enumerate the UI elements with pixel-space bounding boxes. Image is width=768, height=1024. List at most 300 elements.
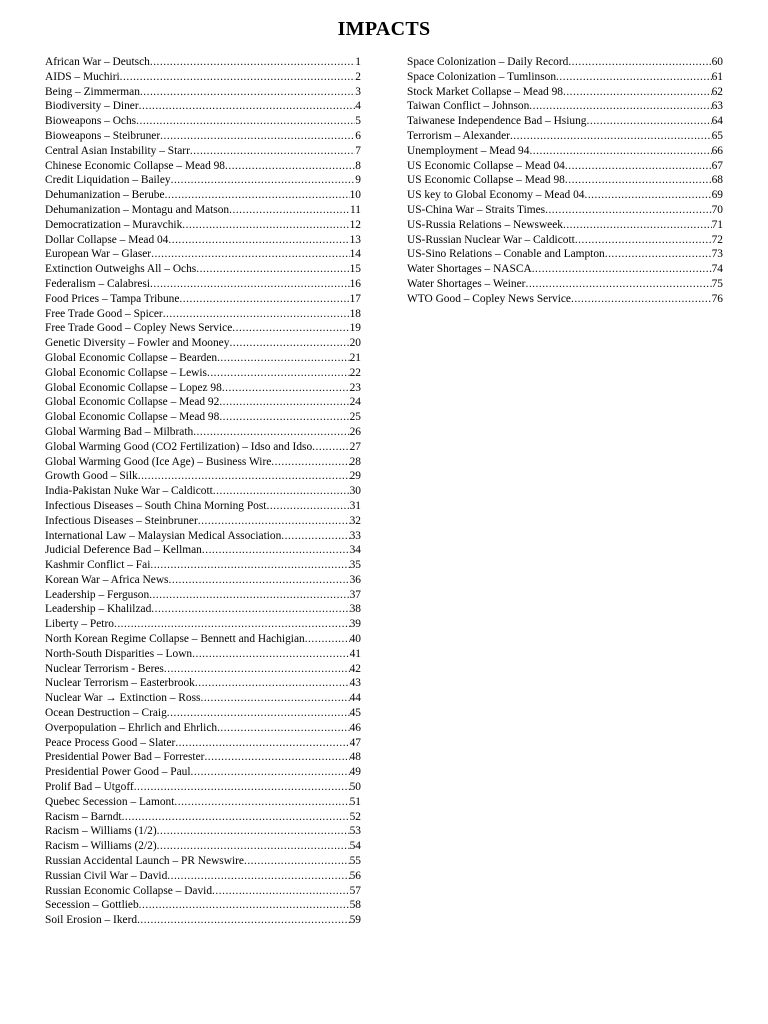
toc-dot-leader [179, 292, 349, 307]
toc-entry [407, 55, 723, 70]
toc-entry [45, 114, 361, 129]
toc-entry-page-number: 49 [349, 766, 361, 779]
toc-entry-label: European War – Glaser [45, 248, 152, 261]
toc-entry-page-number: 36 [349, 573, 361, 586]
toc-entry-label: Secession – Gottlieb [45, 899, 139, 912]
toc-entry-label: Russian Accidental Launch – PR Newswire [45, 855, 244, 868]
toc-entry-label: US-China War – Straits Times [407, 203, 546, 216]
toc-entry-page-number: 64 [711, 115, 723, 128]
toc-dot-leader [281, 529, 349, 544]
toc-entry [407, 129, 723, 144]
toc-dot-leader [198, 514, 350, 529]
toc-entry [45, 795, 361, 810]
toc-entry-page-number: 35 [349, 559, 361, 572]
toc-entry [45, 203, 361, 218]
toc-dot-leader [169, 573, 350, 588]
toc-dot-leader [168, 233, 349, 248]
toc-entry [45, 632, 361, 647]
toc-dot-leader [182, 218, 349, 233]
toc-entry [45, 588, 361, 603]
toc-dot-leader [163, 307, 350, 322]
toc-dot-leader [219, 410, 349, 425]
toc-dot-leader [217, 721, 350, 736]
toc-entry-label: Judicial Deference Bad – Kellman [45, 544, 202, 557]
toc-entry [45, 676, 361, 691]
toc-entry-page-number: 3 [355, 85, 361, 98]
toc-entry-label: Democratization – Muravchik [45, 218, 183, 231]
toc-entry [45, 824, 361, 839]
toc-entry-label: Russian Economic Collapse – David [45, 884, 213, 897]
toc-dot-leader [164, 662, 350, 677]
toc-entry-label: India-Pakistan Nuke War – Caldicott [45, 485, 213, 498]
toc-entry [45, 218, 361, 233]
toc-entry-label: International Law – Malaysian Medical Association [45, 529, 282, 542]
toc-entry-label: US-Russian Nuclear War – Caldicott [407, 233, 575, 246]
toc-entry-page-number: 51 [349, 795, 361, 808]
toc-dot-leader [225, 159, 355, 174]
toc-dot-leader [114, 617, 350, 632]
toc-entry-label: North Korean Regime Collapse – Bennett and Hachigian [45, 633, 305, 646]
toc-entry-label: Global Warming Good (CO2 Fertilization) – Idso and Idso [45, 440, 313, 453]
toc-entry [407, 188, 723, 203]
toc-right-column [407, 55, 723, 307]
toc-entry-page-number: 53 [349, 825, 361, 838]
toc-entry [45, 662, 361, 677]
toc-dot-leader [229, 336, 349, 351]
toc-dot-leader [193, 425, 349, 440]
toc-entry [45, 336, 361, 351]
toc-entry-label: US-Sino Relations – Conable and Lampton [407, 248, 605, 261]
toc-entry-label: Quebec Secession – Lamont [45, 795, 175, 808]
toc-entry [45, 573, 361, 588]
toc-dot-leader [219, 395, 349, 410]
toc-entry-label: Racism – Barndt [45, 810, 122, 823]
toc-entry [407, 262, 723, 277]
toc-entry [45, 469, 361, 484]
toc-entry-label: Nuclear Terrorism - Beres [45, 662, 164, 675]
toc-entry-page-number: 17 [349, 292, 361, 305]
toc-entry-page-number: 22 [349, 366, 361, 379]
toc-entry-label: Being – Zimmerman [45, 85, 140, 98]
toc-entry [45, 736, 361, 751]
toc-dot-leader [244, 854, 350, 869]
toc-entry [407, 70, 723, 85]
toc-entry-page-number: 40 [349, 633, 361, 646]
toc-dot-leader [222, 381, 350, 396]
toc-entry-page-number: 6 [355, 129, 361, 142]
toc-entry-page-number: 65 [711, 129, 723, 142]
toc-entry [407, 85, 723, 100]
toc-entry-page-number: 10 [349, 189, 361, 202]
toc-entry-page-number: 76 [711, 292, 723, 305]
toc-dot-leader [120, 70, 356, 85]
toc-entry [45, 307, 361, 322]
toc-entry [45, 484, 361, 499]
toc-dot-leader [160, 129, 355, 144]
toc-dot-leader [157, 839, 350, 854]
toc-entry-label: Space Colonization – Daily Record [407, 56, 569, 68]
toc-entry [45, 292, 361, 307]
toc-entry [45, 854, 361, 869]
toc-entry-label: Racism – Williams (1/2) [45, 825, 157, 838]
toc-entry-page-number: 5 [355, 115, 361, 128]
toc-entry-label: Presidential Power Bad – Forrester [45, 751, 205, 764]
toc-entry-label: Biodiversity – Diner [45, 100, 139, 113]
toc-dot-leader [565, 173, 712, 188]
toc-dot-leader [563, 218, 712, 233]
toc-entry-label: Free Trade Good – Spicer [45, 307, 163, 320]
toc-dot-leader [174, 795, 349, 810]
toc-dot-leader [139, 99, 356, 114]
toc-entry-label: Genetic Diversity – Fowler and Mooney [45, 337, 230, 350]
toc-entry [407, 173, 723, 188]
toc-entry-page-number: 21 [349, 351, 361, 364]
toc-entry-page-number: 8 [355, 159, 361, 172]
toc-entry [45, 558, 361, 573]
toc-entry-page-number: 7 [355, 144, 361, 157]
toc-entry-label: Racism – Williams (2/2) [45, 840, 157, 853]
toc-entry-label: Dehumanization – Montagu and Matson [45, 203, 230, 216]
toc-entry-page-number: 61 [711, 70, 723, 83]
toc-entry-label: US key to Global Economy – Mead 04 [407, 189, 585, 202]
toc-entry-page-number: 56 [349, 869, 361, 882]
toc-entry [45, 70, 361, 85]
toc-dot-leader [605, 247, 712, 262]
toc-entry-label: Kashmir Conflict – Fai [45, 559, 151, 572]
toc-entry [45, 706, 361, 721]
toc-dot-leader [568, 55, 711, 70]
toc-entry [45, 721, 361, 736]
toc-entry-label: Federalism – Calabresi [45, 277, 151, 290]
toc-entry-label: Central Asian Instability – Starr [45, 144, 190, 157]
toc-entry-page-number: 33 [349, 529, 361, 542]
toc-dot-leader [213, 484, 350, 499]
toc-dot-leader [151, 602, 349, 617]
toc-entry [45, 173, 361, 188]
toc-entry-label: Leadership – Khalilzad [45, 603, 152, 616]
toc-dot-leader [191, 765, 350, 780]
toc-entry [45, 144, 361, 159]
toc-dot-leader [271, 455, 349, 470]
toc-entry-label: Bioweapons – Steibruner [45, 129, 161, 142]
toc-dot-leader [190, 144, 355, 159]
toc-entry [45, 366, 361, 381]
page-title: IMPACTS [337, 18, 431, 40]
toc-dot-leader [136, 114, 355, 129]
toc-entry-page-number: 39 [349, 618, 361, 631]
toc-entry-label: Bioweapons – Ochs [45, 115, 137, 128]
toc-entry-page-number: 70 [711, 203, 723, 216]
toc-entry-page-number: 57 [349, 884, 361, 897]
toc-entry-page-number: 46 [349, 721, 361, 734]
toc-entry-label: Chinese Economic Collapse – Mead 98 [45, 159, 225, 172]
toc-dot-leader [165, 188, 350, 203]
toc-left-column [45, 55, 361, 928]
toc-entry-label: Food Prices – Tampa Tribune [45, 292, 180, 305]
toc-entry-page-number: 74 [711, 263, 723, 276]
toc-entry-page-number: 54 [349, 840, 361, 853]
toc-entry [45, 602, 361, 617]
toc-dot-leader [150, 558, 349, 573]
toc-entry-label: North-South Disparities – Lown [45, 647, 193, 660]
toc-entry-label: US Economic Collapse – Mead 98 [407, 174, 565, 187]
toc-dot-leader [157, 824, 350, 839]
toc-entry [407, 114, 723, 129]
toc-entry-label: Presidential Power Good – Paul [45, 766, 191, 779]
toc-dot-leader [151, 247, 350, 262]
toc-entry [45, 529, 361, 544]
toc-entry-label: Global Warming Bad – Milbrath [45, 425, 194, 438]
toc-entry [45, 351, 361, 366]
toc-dot-leader [207, 366, 350, 381]
toc-entry-label: Soil Erosion – Ikerd [45, 914, 138, 927]
toc-entry-label: Credit Liquidation – Bailey [45, 174, 171, 187]
toc-entry-label: African War – Deutsch [45, 56, 150, 68]
toc-dot-leader [149, 588, 349, 603]
toc-entry-label: AIDS – Muchiri [45, 70, 120, 83]
toc-dot-leader [529, 144, 711, 159]
toc-entry-page-number: 19 [349, 322, 361, 335]
toc-entry [45, 55, 361, 70]
toc-dot-leader [584, 188, 711, 203]
toc-dot-leader [565, 159, 712, 174]
toc-entry-label: Dollar Collapse – Mead 04 [45, 233, 169, 246]
toc-entry-page-number: 13 [349, 233, 361, 246]
toc-entry-label: Taiwan Conflict – Johnson [407, 100, 530, 113]
toc-dot-leader [134, 780, 350, 795]
toc-dot-leader [587, 114, 712, 129]
toc-entry-page-number: 52 [349, 810, 361, 823]
toc-entry [45, 395, 361, 410]
toc-entry [45, 647, 361, 662]
toc-entry [407, 159, 723, 174]
toc-entry [45, 188, 361, 203]
toc-entry-page-number: 23 [349, 381, 361, 394]
toc-entry [45, 543, 361, 558]
toc-entry-label: Nuclear Terrorism – Easterbrook [45, 677, 195, 690]
toc-entry-page-number: 14 [349, 248, 361, 261]
toc-dot-leader [138, 469, 350, 484]
toc-entry-label: Stock Market Collapse – Mead 98 [407, 85, 563, 98]
toc-entry-label: Water Shortages – NASCA [407, 263, 532, 276]
toc-entry-page-number: 45 [349, 707, 361, 720]
toc-entry-label: Nuclear War → Extinction – Ross [45, 692, 201, 705]
toc-entry-page-number: 27 [349, 440, 361, 453]
toc-entry-label: Space Colonization – Tumlinson [407, 70, 557, 83]
toc-entry-label: Global Economic Collapse – Mead 98 [45, 411, 220, 424]
toc-entry [45, 440, 361, 455]
toc-entry-page-number: 20 [349, 337, 361, 350]
toc-entry [407, 247, 723, 262]
toc-dot-leader [563, 85, 712, 100]
toc-entry [407, 218, 723, 233]
toc-dot-leader [571, 292, 712, 307]
toc-entry-page-number: 68 [711, 174, 723, 187]
toc-entry-page-number: 55 [349, 855, 361, 868]
toc-entry-page-number: 66 [711, 144, 723, 157]
toc-entry-page-number: 67 [711, 159, 723, 172]
toc-entry [45, 85, 361, 100]
toc-entry [45, 810, 361, 825]
toc-entry-page-number: 44 [349, 692, 361, 705]
toc-entry [45, 159, 361, 174]
toc-entry-page-number: 18 [349, 307, 361, 320]
toc-entry [407, 99, 723, 114]
toc-entry [45, 514, 361, 529]
toc-entry-label: WTO Good – Copley News Service [407, 292, 571, 305]
toc-dot-leader [200, 691, 349, 706]
toc-entry [45, 750, 361, 765]
toc-entry-page-number: 50 [349, 781, 361, 794]
toc-dot-leader [545, 203, 712, 218]
toc-dot-leader [217, 351, 350, 366]
toc-dot-leader [139, 898, 350, 913]
toc-dot-leader [312, 440, 349, 455]
toc-dot-leader [122, 810, 350, 825]
toc-entry-label: Prolif Bad – Utgoff [45, 781, 134, 794]
toc-entry [45, 381, 361, 396]
toc-dot-leader [266, 499, 349, 514]
toc-dot-leader [575, 233, 712, 248]
toc-entry-page-number: 48 [349, 751, 361, 764]
toc-entry-label: Ocean Destruction – Craig [45, 707, 167, 720]
toc-entry-label: Overpopulation – Ehrlich and Ehrlich [45, 721, 218, 734]
toc-dot-leader [525, 277, 711, 292]
toc-entry-page-number: 69 [711, 189, 723, 202]
toc-entry [45, 321, 361, 336]
toc-dot-leader [204, 750, 349, 765]
toc-entry [45, 617, 361, 632]
toc-dot-leader [532, 262, 712, 277]
toc-entry-label: Unemployment – Mead 94 [407, 144, 530, 157]
toc-dot-leader [556, 70, 712, 85]
toc-dot-leader [192, 647, 349, 662]
toc-entry-label: Taiwanese Independence Bad – Hsiung [407, 115, 587, 128]
toc-entry-page-number: 11 [350, 203, 361, 216]
toc-entry [407, 233, 723, 248]
toc-entry [45, 913, 361, 928]
toc-dot-leader [202, 543, 350, 558]
toc-dot-leader [229, 203, 350, 218]
toc-dot-leader [140, 85, 355, 100]
toc-entry [45, 425, 361, 440]
toc-entry [45, 277, 361, 292]
toc-dot-leader [137, 913, 350, 928]
toc-entry [45, 499, 361, 514]
toc-entry-page-number: 9 [355, 174, 361, 187]
toc-entry-page-number: 29 [349, 470, 361, 483]
toc-entry-label: US-Russia Relations – Newsweek [407, 218, 563, 231]
toc-entry-label: Extinction Outweighs All – Ochs [45, 263, 197, 276]
toc-entry-page-number: 58 [349, 899, 361, 912]
toc-entry-label: Infectious Diseases – South China Morning Post [45, 499, 267, 512]
toc-entry [407, 277, 723, 292]
toc-entry [45, 455, 361, 470]
toc-entry-label: Free Trade Good – Copley News Service [45, 322, 233, 335]
toc-entry-page-number: 15 [349, 263, 361, 276]
toc-entry [45, 99, 361, 114]
toc-dot-leader [150, 277, 350, 292]
toc-entry [407, 144, 723, 159]
toc-entry [45, 884, 361, 899]
toc-entry-label: Korean War – Africa News [45, 573, 169, 586]
toc-dot-leader [171, 173, 356, 188]
toc-entry-page-number: 1 [355, 56, 361, 68]
toc-entry-label: Leadership – Ferguson [45, 588, 150, 601]
toc-entry [45, 780, 361, 795]
toc-entry [45, 410, 361, 425]
toc-dot-leader [232, 321, 349, 336]
toc-entry-label: Dehumanization – Berube [45, 189, 165, 202]
toc-entry [407, 292, 723, 307]
toc-entry [45, 233, 361, 248]
toc-entry-page-number: 63 [711, 100, 723, 113]
toc-entry-label: Peace Process Good – Slater [45, 736, 176, 749]
toc-entry-label: Water Shortages – Weiner [407, 277, 526, 290]
toc-entry-label: Global Economic Collapse – Lopez 98 [45, 381, 222, 394]
toc-dot-leader [305, 632, 350, 647]
toc-entry [45, 691, 361, 706]
toc-entry-page-number: 37 [349, 588, 361, 601]
toc-entry-label: Global Economic Collapse – Lewis [45, 366, 207, 379]
toc-dot-leader [195, 676, 350, 691]
toc-entry-page-number: 32 [349, 514, 361, 527]
toc-entry-page-number: 62 [711, 85, 723, 98]
toc-entry-page-number: 4 [355, 100, 361, 113]
toc-entry-label: Global Economic Collapse – Mead 92 [45, 396, 220, 409]
toc-entry-page-number: 71 [711, 218, 723, 231]
toc-dot-leader [529, 99, 711, 114]
toc-entry-label: Global Economic Collapse – Bearden [45, 351, 218, 364]
toc-dot-leader [212, 884, 350, 899]
toc-entry-page-number: 24 [349, 396, 361, 409]
toc-entry-label: Terrorism – Alexander [407, 129, 510, 142]
toc-entry-page-number: 26 [349, 425, 361, 438]
toc-entry-page-number: 38 [349, 603, 361, 616]
toc-entry [45, 898, 361, 913]
toc-entry [407, 203, 723, 218]
toc-dot-leader [175, 736, 349, 751]
toc-entry-page-number: 16 [349, 277, 361, 290]
toc-entry-page-number: 47 [349, 736, 361, 749]
toc-entry-page-number: 73 [711, 248, 723, 261]
toc-entry [45, 262, 361, 277]
toc-entry-page-number: 34 [349, 544, 361, 557]
toc-entry-page-number: 59 [349, 914, 361, 927]
toc-entry-label: Liberty – Petro [45, 618, 114, 631]
toc-entry-page-number: 60 [711, 56, 723, 68]
toc-entry-page-number: 28 [349, 455, 361, 468]
toc-entry-page-number: 43 [349, 677, 361, 690]
toc-entry-label: Growth Good – Silk [45, 470, 138, 483]
toc-entry-label: Infectious Diseases – Steinbruner [45, 514, 198, 527]
toc-entry [45, 869, 361, 884]
toc-entry-page-number: 75 [711, 277, 723, 290]
toc-dot-leader [510, 129, 712, 144]
toc-dot-leader [150, 55, 355, 70]
toc-dot-leader [167, 869, 349, 884]
toc-entry [45, 247, 361, 262]
toc-entry-page-number: 2 [355, 70, 361, 83]
toc-entry-page-number: 30 [349, 485, 361, 498]
toc-entry-label: Russian Civil War – David [45, 869, 168, 882]
toc-entry-page-number: 42 [349, 662, 361, 675]
toc-entry-page-number: 25 [349, 411, 361, 424]
toc-entry [45, 129, 361, 144]
toc-entry-page-number: 12 [349, 218, 361, 231]
toc-dot-leader [196, 262, 349, 277]
toc-entry-page-number: 72 [711, 233, 723, 246]
